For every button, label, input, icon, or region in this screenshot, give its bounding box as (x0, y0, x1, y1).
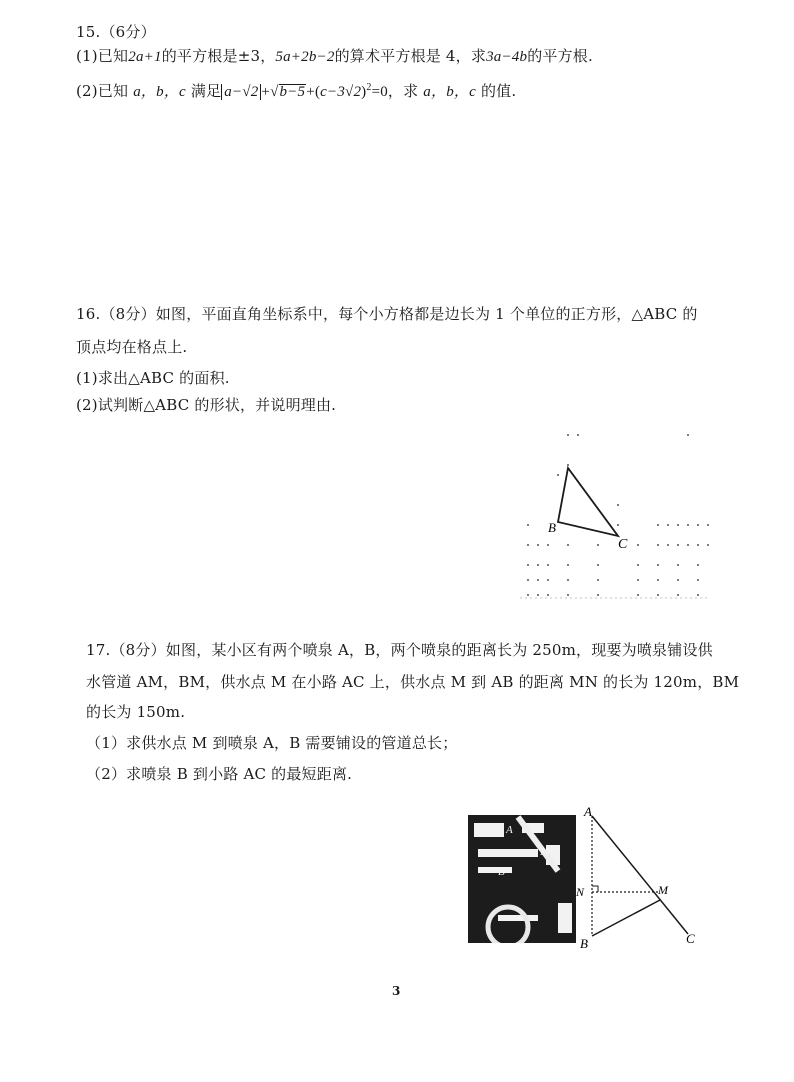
label-n: N (576, 885, 585, 899)
page-number: 3 (392, 984, 401, 998)
triangle-abc (558, 468, 618, 536)
q17-part1: （1）求供水点 M 到喷泉 A，B 需要铺设的管道总长； (86, 734, 458, 752)
label-c: C (618, 537, 628, 552)
q17-line1: 17.（8分）如图，某小区有两个喷泉 A，B，两个喷泉的距离长为 250m，现要为喷泉铺设供 (86, 641, 713, 659)
q15-p2-text-c: 的值. (480, 82, 517, 100)
label-b2: B (580, 936, 588, 951)
q15-p1-text-a: (1)已知 (76, 47, 129, 65)
q17-diagram (570, 800, 710, 950)
label-c2: C (686, 931, 695, 946)
label-b: B (548, 520, 556, 535)
q16-part2: (2)试判断△ABC 的形状，并说明理由. (76, 396, 337, 414)
fountain-photo (468, 815, 576, 943)
photo-label-b: B (498, 866, 505, 878)
q15-part1 (76, 46, 593, 67)
label-a: A (584, 804, 592, 819)
label-m: M (658, 883, 668, 897)
photo-label-m: M (540, 846, 550, 858)
q15-p2-text-b: 满足 (190, 82, 222, 100)
photo-overlay (468, 815, 576, 943)
q15-p1-expr3: 3a−4b (486, 49, 528, 65)
photo-label-a: A (506, 824, 513, 836)
q15-plus-2: + (306, 84, 315, 100)
q16-heading: 16.（8分）如图，平面直角坐标系中，每个小方格都是边长为 1 个单位的正方形，△ABC 的 (76, 305, 698, 323)
q17-part2: （2）求喷泉 B 到小路 AC 的最短距离. (86, 765, 353, 783)
q15-p2-text-a: (2)已知 (76, 82, 129, 100)
q16-grid-dots (527, 434, 709, 596)
q15-paren-expression: c−3√2 (320, 84, 362, 100)
q15-p2-vars: a，b，c (133, 84, 186, 100)
q15-p1-text-c: 的算术平方根是 4，求 (334, 47, 487, 65)
q17-line2: 水管道 AM，BM，供水点 M 在小路 AC 上，供水点 M 到 AB 的距离 MN 的长为 120m，BM (86, 673, 740, 691)
q15-plus-1: + (261, 84, 271, 100)
q15-part2: (2)已知 a，b，c 满足 $a-√2 +√b-5+(c-3√2)^2=0$，求 a，b，c 的值. (76, 82, 517, 100)
q15-p1-text-d: 的平方根. (527, 47, 593, 65)
q15-p1-expr1: 2a+1 (128, 49, 162, 65)
right-angle-mark (592, 886, 598, 892)
q15-p1-expr2: 5a+2b−2 (275, 49, 335, 65)
segment-bm (592, 900, 660, 936)
q16-grid-figure (520, 430, 720, 620)
q15-abs-expression: a−√2 (221, 84, 261, 100)
q17-line3: 的长为 150m. (86, 703, 186, 721)
q16-part1: (1)求出△ABC 的面积. (76, 369, 230, 387)
q15-exponent: 2 (366, 82, 372, 93)
q15-heading: 15.（6分） (76, 23, 156, 41)
q16-line2: 顶点均在格点上. (76, 338, 188, 356)
road-ac (592, 816, 688, 934)
q15-sqrt-expression: b−5 (279, 84, 306, 100)
q15-p2-vars2: a，b，c (423, 84, 476, 100)
q15-p1-text-b: 的平方根是±3， (161, 47, 276, 65)
q15-equals: =0，求 (371, 84, 419, 100)
